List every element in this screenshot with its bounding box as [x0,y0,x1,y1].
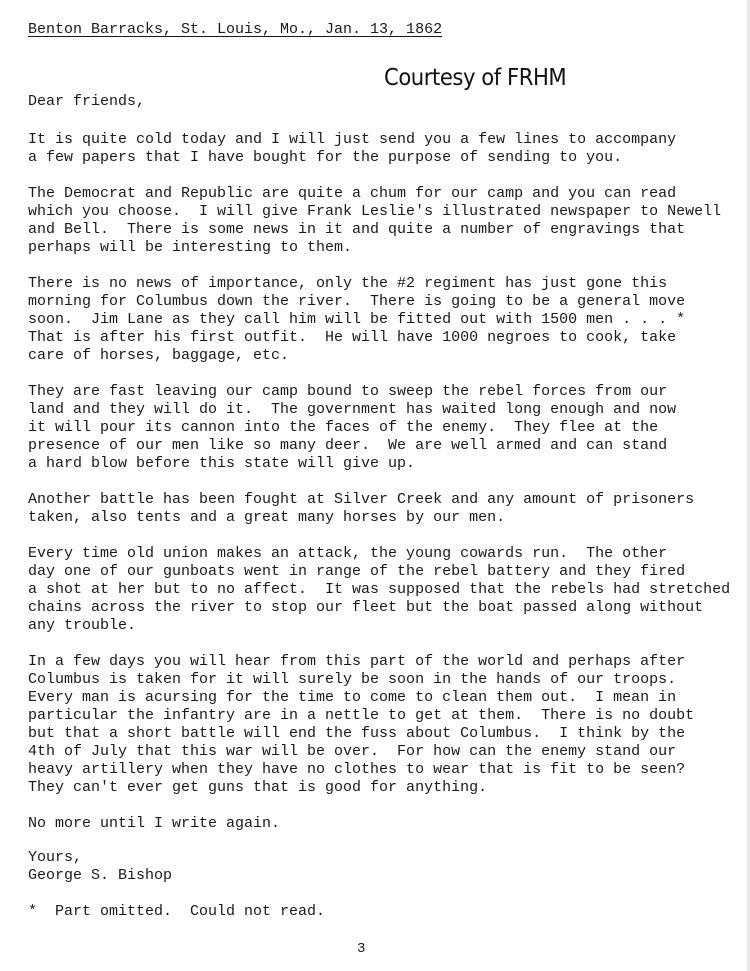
paragraph-line: 4th of July that this war will be over. For how can the enemy stand our [28,743,677,760]
paragraph-2 [28,185,738,257]
letter-heading: Benton Barracks, St. Louis, Mo., Jan. 13, 1862 [28,21,443,38]
salutation-text: Dear friends, [28,93,146,110]
paragraph-line: and Bell. There is some news in it and quite a number of engravings that [28,221,686,238]
paragraph-line: care of horses, baggage, etc. [28,347,290,364]
paragraph-line: morning for Columbus down the river. There is going to be a general move [28,293,686,310]
courtesy-stamp: Courtesy of FRHM [384,65,567,91]
paragraph-line: day one of our gunboats went in range of the rebel battery and they fired [28,563,686,580]
paragraph-line: taken, also tents and a great many horses by our men. [28,509,506,526]
paragraph-line: a few papers that I have bought for the purpose of sending to you. [28,149,623,166]
salutation [28,93,738,111]
paragraph-line: There is no news of importance, only the #2 regiment has just gone this [28,275,668,292]
paragraph-line: which you choose. I will give Frank Leslie's illustrated newspaper to Newell [28,203,722,220]
paragraph-line: land and they will do it. The government has waited long enough and now [28,401,677,418]
paragraph-7 [28,653,738,797]
paragraph-5 [28,491,738,527]
paragraph-line: No more until I write again. [28,815,281,832]
paragraph-line: In a few days you will hear from this part of the world and perhaps after [28,653,686,670]
paragraph-line: perhaps will be interesting to them. [28,239,353,256]
paragraph-line: The Democrat and Republic are quite a chum for our camp and you can read [28,185,677,202]
paragraph-line: They can't ever get guns that is good for anything. [28,779,488,796]
paragraph-4 [28,383,738,473]
paragraph-6 [28,545,738,635]
paragraph-line: It is quite cold today and I will just send you a few lines to accompany [28,131,677,148]
paragraph-line: but that a short battle will end the fuss about Columbus. I think by the [28,725,686,742]
closing-text: Yours, [28,849,83,866]
page-number: 3 [357,941,366,957]
paragraph-line: particular the infantry are in a nettle to get at them. There is no doubt [28,707,695,724]
paragraph-line: a shot at her but to no affect. It was supposed that the rebels had stretched [28,581,731,598]
paragraph-line: heavy artillery when they have no clothes to wear that is fit to be seen? [28,761,686,778]
paragraph-line: it will pour its cannon into the faces of the enemy. They flee at the [28,419,659,436]
paragraph-line: a hard blow before this state will give up. [28,455,416,472]
paragraph-line: Another battle has been fought at Silver Creek and any amount of prisoners [28,491,695,508]
paragraph-1 [28,131,738,167]
paragraph-line: That is after his first outfit. He will have 1000 negroes to cook, take [28,329,677,346]
paragraph-line: any trouble. [28,617,137,634]
paragraph-line: soon. Jim Lane as they call him will be fitted out with 1500 men . . . * [28,311,686,328]
paragraph-8 [28,815,738,833]
paragraph-line: They are fast leaving our camp bound to sweep the rebel forces from our [28,383,668,400]
signature-text: George S. Bishop [28,867,173,884]
paragraph-line: Columbus is taken for it will surely be soon in the hands of our troops. [28,671,677,688]
footnote-text: * Part omitted. Could not read. [28,903,326,920]
footnote [28,903,738,921]
paragraph-line: chains across the river to stop our fleet but the boat passed along without [28,599,704,616]
paragraph-line: Every time old union makes an attack, the young cowards run. The other [28,545,668,562]
paragraph-line: Every man is acursing for the time to come to clean them out. I mean in [28,689,677,706]
paragraph-3 [28,275,738,365]
sign-off [28,849,738,885]
paragraph-line: presence of our men like so many deer. We are well armed and can stand [28,437,668,454]
